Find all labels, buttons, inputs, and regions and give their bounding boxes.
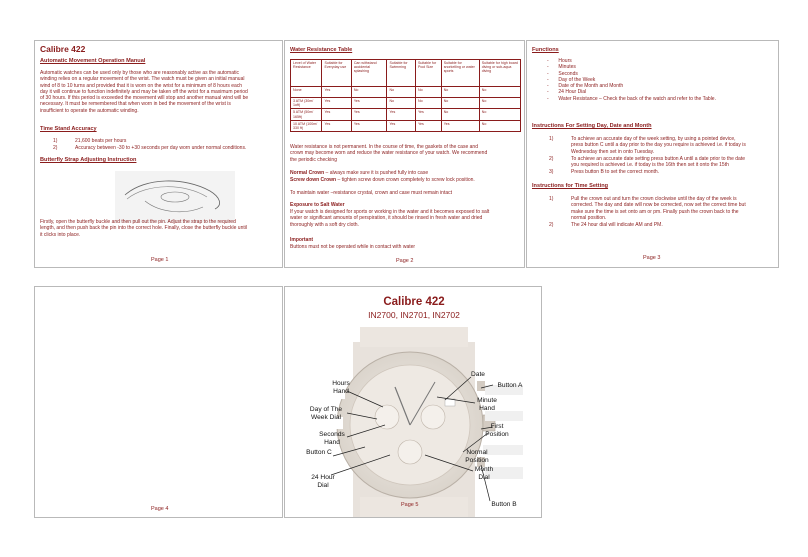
salt-text (290, 209, 524, 228)
table-header-cell: Suitable for Everyday use (322, 60, 351, 87)
normal-crown-text: – always make sure it is pushed fully into case (324, 170, 429, 176)
instruction-item (549, 156, 779, 169)
functions-list (547, 58, 716, 102)
setting-heading: Instructions For Setting Day, Date and Month (532, 123, 652, 129)
instruction-number: 2) (549, 222, 554, 229)
instruction-item (549, 222, 779, 228)
instruction-line: To achieve an accurate day of the week setting, by using a pointed device, (571, 136, 736, 142)
instruction-number: 3) (549, 169, 554, 176)
accuracy-num-2: 2) (53, 145, 58, 151)
day-dial-label: Day of The Week Dial (309, 406, 343, 421)
instruction-line: normal position. (571, 214, 607, 221)
table-header-cell: Suitable for Pool Size (415, 60, 441, 87)
diagram-title: Calibre 422 (383, 296, 445, 308)
auto-text-line: necessary. It must be remembered that when worn in bed the movement of the wrist is (40, 101, 231, 108)
table-cell: None (291, 87, 322, 98)
table-header-cell: Suitable for high board diving or sub-aqua diving (479, 60, 520, 87)
normal-crown-label: Normal Crown (290, 170, 325, 176)
salt-text-line: thoroughly with a soft dry cloth. (290, 221, 359, 228)
button-b-label: Button B (491, 501, 517, 508)
table-cell: No (479, 87, 520, 98)
auto-text-line: winding relies on a regular movement of the wrist. The watch must be given an initial manual (40, 76, 245, 83)
first-position-label: First Position (485, 423, 509, 438)
button-c-label: Button C (306, 449, 332, 456)
table-header-row (291, 60, 521, 87)
instruction-line: make sure the time is set onto am or pm. Finally push the crown back to the (571, 208, 739, 215)
table-cell: Yes (415, 109, 441, 120)
instruction-line: Press button B to set the correct month. (571, 169, 660, 176)
table-cell: No (479, 98, 520, 109)
table-cell: Yes (387, 109, 416, 120)
intro-text (290, 144, 524, 163)
instruction-line: Wednesday then set in onto Tuesday. (571, 148, 655, 155)
table-header-cell: Can withstand accidental splashing (351, 60, 387, 87)
important-heading: Important (290, 237, 314, 243)
auto-heading: Automatic Movement Operation Manual (40, 58, 146, 64)
accuracy-item-2: Accuracy between -30 to +30 seconds per day worn under normal conditions. (75, 145, 247, 151)
strap-text-line: Firstly, open the butterfly buckle and then pull out the pin. Adjust the strap to the required (40, 219, 236, 225)
auto-text-line: Automatic watches can be used only by those who are reasonably active as the automatic (40, 70, 240, 76)
strap-heading: Butterfly Strap Adjusting Instruction (40, 157, 137, 163)
salt-text-line: water or significant amounts of perspiration, it should be rinsed in fresh water and dried (290, 215, 483, 222)
seconds-hand-label: Seconds Hand (319, 431, 345, 446)
intro-text-line: crown may become worn and reduce the water resistance of your watch. We recommend (290, 150, 488, 157)
function-label: Date of the Month and Month (558, 83, 624, 90)
intro-text-line: Water resistance is not permanent. In the course of time, the gaskets of the case and (290, 144, 478, 150)
table-row (291, 87, 521, 98)
minute-hand-label: Minute Hand (477, 397, 497, 412)
table-cell: No (479, 109, 520, 120)
page-1 (34, 40, 283, 268)
strap-text (40, 219, 282, 238)
bullet-dash: - (547, 76, 559, 83)
table-cell: No (415, 87, 441, 98)
bullet-dash: - (547, 89, 559, 96)
screw-crown-text: – tighten screw down crown completely to screw lock position. (336, 177, 475, 183)
instruction-line: To achieve an accurate date setting press button A until a date prior to the date (571, 155, 746, 162)
function-item (547, 96, 716, 102)
strap-text-line: length, and then push back the pin into the correct hole. Finally, close the butterfly buckle until (40, 225, 247, 232)
month-dial-label: Month Dial (474, 466, 494, 481)
table-cell: No (479, 120, 520, 131)
salt-heading: Exposure to Salt Water (290, 202, 345, 208)
normal-crown-line (290, 170, 428, 176)
accuracy-heading: Time Stand Accuracy (40, 126, 97, 132)
butterfly-buckle-illustration (115, 171, 235, 223)
accuracy-item-1: 21,600 beats per hours (75, 138, 127, 144)
auto-text (40, 70, 282, 114)
table-cell: No (387, 87, 416, 98)
instruction-number: 1) (549, 136, 554, 142)
table-row (291, 109, 521, 120)
instruction-line: The 24 hour dial will indicate AM and PM. (571, 222, 663, 229)
table-cell: No (351, 87, 387, 98)
table-cell: Yes (322, 98, 351, 109)
date-label: Date (471, 371, 485, 378)
normal-position-label: Normal Position (465, 449, 489, 464)
function-label: 24 Hour Dial (558, 89, 587, 96)
table-cell: No (415, 98, 441, 109)
function-label: Minutes (558, 64, 576, 71)
table-header-cell: Suitable for snorkelling or water sports (441, 60, 479, 87)
time-list (549, 196, 779, 229)
table-cell: Yes (322, 87, 351, 98)
page-number: Page 2 (396, 258, 414, 264)
auto-text-line: of 30 hours. If this period is exceeded the movement will stop and another manual wind will be (40, 95, 249, 102)
page-number: Page 3 (643, 255, 661, 261)
table-row (291, 98, 521, 109)
instruction-line: you required is achieved i.e. if today is the 16th then set it onto the 15th (571, 162, 729, 169)
maintain-text: To maintain water –resistance crystal, crown and case must remain intact (290, 190, 453, 196)
auto-text-line: insufficient to operate the automatic winding. (40, 107, 139, 114)
table-cell: Yes (415, 120, 441, 131)
accuracy-num-1: 1) (53, 138, 58, 144)
instruction-number: 1) (549, 196, 554, 202)
screw-crown-line (290, 177, 475, 183)
page-number: Page 5 (401, 502, 419, 508)
table-cell: Yes (387, 120, 416, 131)
table-cell: Yes (351, 120, 387, 131)
functions-heading: Functions (532, 47, 559, 53)
bullet-dash: - (547, 70, 559, 77)
table-cell: No (441, 109, 479, 120)
model-numbers: IN2700, IN2701, IN2702 (368, 310, 460, 320)
page-4 (34, 286, 283, 518)
table-row (291, 120, 521, 131)
table-cell: Yes (351, 98, 387, 109)
salt-text-line: If your watch is designed for sports or working in the water and it becomes exposed to salt (290, 209, 490, 215)
table-cell: Yes (322, 120, 351, 131)
instruction-item (549, 169, 779, 175)
bullet-dash: - (547, 58, 559, 64)
important-text: Buttons must not be operated while in contact with water (290, 244, 416, 250)
instruction-item (549, 136, 779, 155)
instruction-line: corrected. The day and date will now be corrected, now set the correct time but (571, 202, 746, 209)
table-cell: No (387, 98, 416, 109)
instruction-item (549, 196, 779, 221)
setting-list (549, 136, 779, 177)
page-number: Page 4 (151, 506, 169, 512)
strap-text-line: it clicks into place. (40, 231, 81, 238)
table-cell: Yes (441, 120, 479, 131)
table-cell: 10 ATM (100m/ 330 ft) (291, 120, 322, 131)
auto-text-line: day it will continue to function indefinitely and may be taken off the wrist for a maximum period (40, 88, 248, 95)
bullet-dash: - (547, 95, 559, 102)
page-3 (526, 40, 779, 268)
function-label: Water Resistance – Check the back of the watch and refer to the Table. (558, 95, 716, 102)
time-heading: Instructions for Time Setting (532, 183, 609, 189)
table-cell: Yes (351, 109, 387, 120)
hours-hand-label: Hours Hand (332, 380, 350, 395)
bullet-dash: - (547, 83, 559, 90)
table-cell: 5 ATM (50m/ 165ft) (291, 109, 322, 120)
button-a-label: Button A (497, 382, 523, 389)
screw-crown-label: Screw down Crown (290, 177, 337, 183)
water-resistance-table (290, 59, 521, 132)
page-number: Page 1 (151, 257, 169, 263)
function-label: Hours (558, 58, 572, 64)
instruction-line: Pull the crown out and turn the crown clockwise until the day of the week is (571, 196, 737, 202)
dial-24-label: 24 Hour Dial (311, 474, 335, 489)
function-label: Seconds (558, 70, 578, 77)
table-cell: 3 ATM (30m/ 1oft) (291, 98, 322, 109)
water-table-heading: Water Resistance Table (290, 47, 353, 53)
page-2 (284, 40, 525, 268)
table-header-cell: Level of Water Resistance (291, 60, 322, 87)
page-title: Calibre 422 (40, 44, 86, 54)
auto-text-line: wind of 8 to 10 turns and provided that it is worn on the wrist for a minimum of 8 hours each (40, 82, 243, 89)
intro-text-line: the periodic checking (290, 156, 337, 163)
table-cell: No (441, 98, 479, 109)
bullet-dash: - (547, 64, 559, 71)
function-label: Day of the Week (558, 76, 596, 83)
table-cell: No (441, 87, 479, 98)
table-header-cell: Suitable for Swimming (387, 60, 416, 87)
page-5 (284, 286, 542, 518)
instruction-line: press button C until a day prior to the day you require is achieved i.e. if today is (571, 142, 746, 149)
instruction-number: 2) (549, 155, 554, 162)
table-cell: Yes (322, 109, 351, 120)
